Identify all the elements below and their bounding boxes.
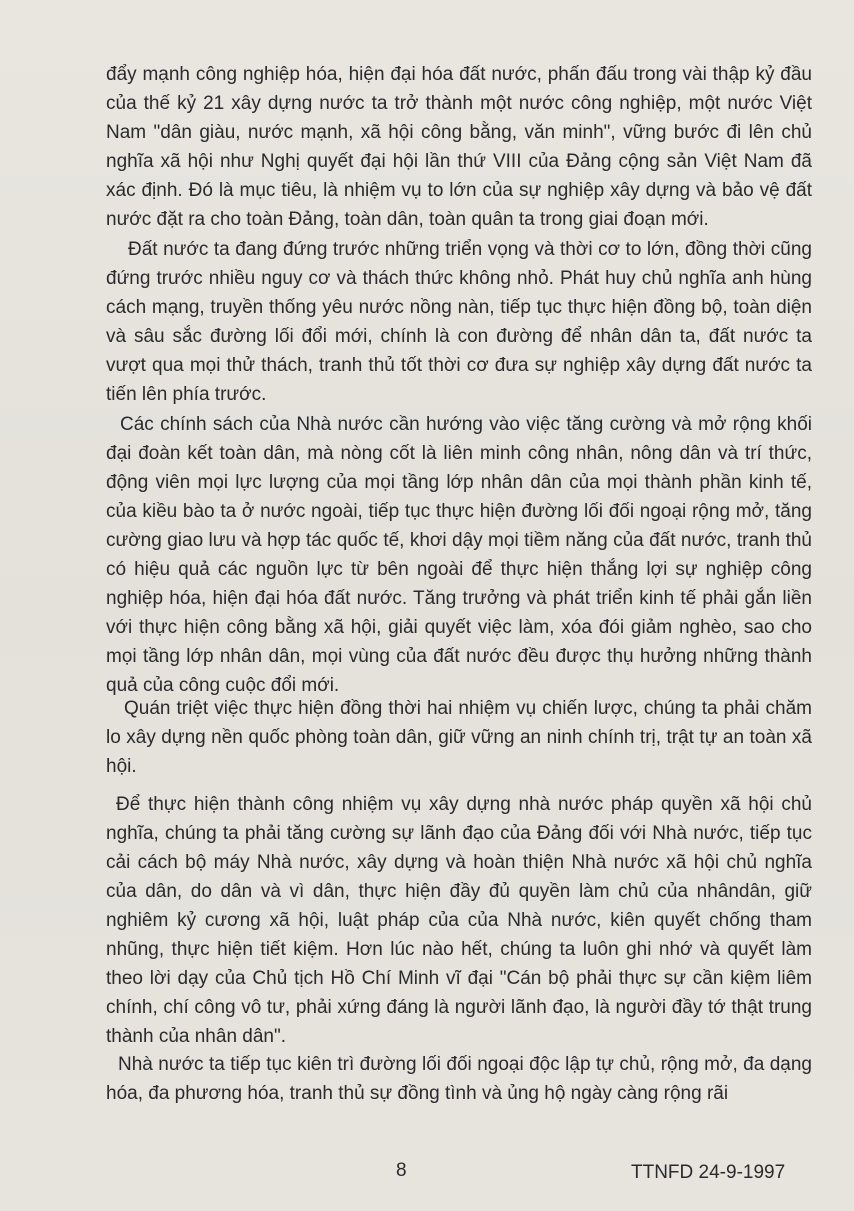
paragraph-5: Để thực hiện thành công nhiệm vụ xây dựng nhà nước pháp quyền xã hội chủ nghĩa, chúng ta phải tăng cường sự lãnh đạo của Đảng đối với Nhà nước, tiếp tục cải cách bộ máy Nhà nước, xây dựng và hoàn thiện Nhà nước xã hội chủ nghĩa của dân, do dân và vì dân, thực hiện đầy đủ quyền làm chủ của nhândân, giữ nghiêm kỷ cương xã hội, luật pháp của của Nhà nước, kiên quyết chống tham nhũng, thực hiện tiết kiệm. Hơn lúc nào hết, chúng ta luôn ghi nhớ và quyết làm theo lời dạy của Chủ tịch Hồ Chí Minh vĩ đại "Cán bộ phải thực sự cần kiệm liêm chính, chí công vô tư, phải xứng đáng là người lãnh đạo, là người đầy tớ thật trung thành của nhân dân". <box>106 794 812 1047</box>
paragraph-4: Quán triệt việc thực hiện đồng thời hai nhiệm vụ chiến lược, chúng ta phải chăm lo xây dựng nền quốc phòng toàn dân, giữ vững an ninh chính trị, trật tự an toàn xã hội. <box>106 698 812 777</box>
footer-code: TTNFD 24-9-1997 <box>631 1162 786 1183</box>
paragraph-3: Các chính sách của Nhà nước cần hướng vào việc tăng cường và mở rộng khối đại đoàn kết toàn dân, mà nòng cốt là liên minh công nhân, nông dân và trí thức, động viên mọi lực lượng của mọi tầng lớp nhân dân của mọi thành phần kinh tế, của kiều bào ta ở nước ngoài, tiếp tục thực hiện đường lối đối ngoại rộng mở, tăng cường giao lưu và hợp tác quốc tế, khơi dậy mọi tiềm năng của đất nước, tranh thủ có hiệu quả các nguồn lực từ bên ngoài để thực hiện thắng lợi sự nghiệp công nghiệp hóa, hiện đại hóa đất nước. Tăng trưởng và phát triển kinh tế phải gắn liền với thực hiện công bằng xã hội, giải quyết việc làm, xóa đói giảm nghèo, sao cho mọi tầng lớp nhân dân, mọi vùng của đất nước đều được thụ hưởng những thành quả của công cuộc đổi mới. <box>106 414 812 696</box>
paragraph-2: Đất nước ta đang đứng trước những triển vọng và thời cơ to lớn, đồng thời cũng đứng trước nhiều nguy cơ và thách thức không nhỏ. Phát huy chủ nghĩa anh hùng cách mạng, truyền thống yêu nước nồng nàn, tiếp tục thực hiện đồng bộ, toàn diện và sâu sắc đường lối đổi mới, chính là con đường để nhân dân ta, đất nước ta vượt qua mọi thử thách, tranh thủ tốt thời cơ đưa sự nghiệp xây dựng đất nước ta tiến lên phía trước. <box>106 239 812 405</box>
paragraph-1: đẩy mạnh công nghiệp hóa, hiện đại hóa đất nước, phấn đấu trong vài thập kỷ đầu của thế kỷ 21 xây dựng nước ta trở thành một nước công nghiệp, một nước Việt Nam "dân giàu, nước mạnh, xã hội công bằng, văn minh", vững bước đi lên chủ nghĩa xã hội như Nghị quyết đại hội lần thứ VIII của Đảng cộng sản Việt Nam đã xác định. Đó là mục tiêu, là nhiệm vụ to lớn của sự nghiệp xây dựng và bảo vệ đất nước đặt ra cho toàn Đảng, toàn dân, toàn quân ta trong giai đoạn mới. <box>106 64 812 230</box>
paragraph-6: Nhà nước ta tiếp tục kiên trì đường lối đối ngoại độc lập tự chủ, rộng mở, đa dạng hóa, đa phương hóa, tranh thủ sự đồng tình và ủng hộ ngày càng rộng rãi <box>106 1054 812 1104</box>
page-number: 8 <box>396 1160 407 1181</box>
